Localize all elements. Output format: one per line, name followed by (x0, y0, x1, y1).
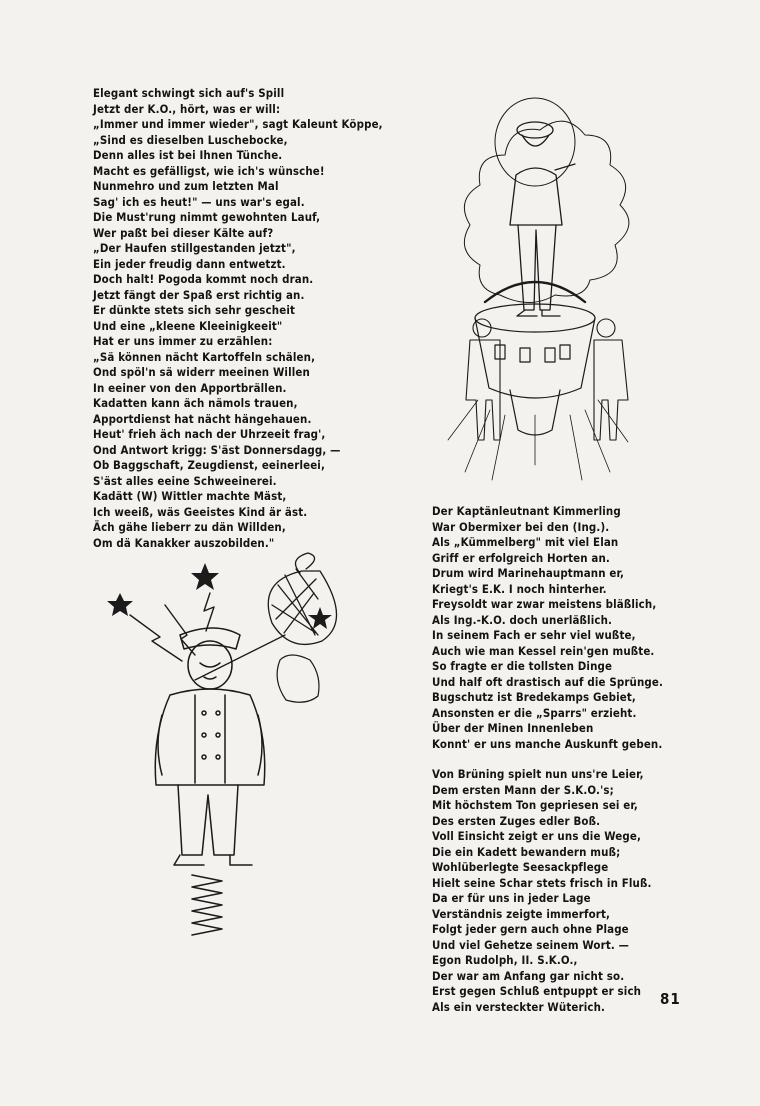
poem-line: Er dünkte stets sich sehr gescheit (93, 303, 296, 317)
poem-line: Folgt jeder gern auch ohne Plage (432, 922, 629, 936)
poem-line: Bugschutz ist Bredekamps Gebiet, (432, 690, 636, 704)
page-number: 81 (660, 990, 681, 1008)
poem-line: Kriegt's E.K. I noch hinterher. (432, 581, 607, 596)
illustration-officer-with-net (100, 545, 360, 975)
poem-line: Denn alles ist bei Ihnen Tünche. (93, 148, 283, 162)
glow-cloud (464, 121, 629, 302)
poem-line: Sag' ich es heut!" — uns war's egal. (93, 194, 305, 209)
poem-line: Äch gähe lieberr zu dän Willden, (93, 520, 286, 534)
splash-mark (277, 655, 319, 702)
poem-line: Heut' frieh äch nach der Uhrzeeit frag', (93, 427, 326, 441)
poem-line: Om dä Kanakker auszobilden." (93, 535, 275, 550)
poem-line: Als „Kümmelberg" mit viel Elan (432, 535, 619, 549)
lightning-lines (130, 593, 214, 661)
poem-line: Und half oft drastisch auf die Sprünge. (432, 674, 664, 689)
poem-line: Hat er uns immer zu erzählen: (93, 334, 273, 348)
stanza-gap (432, 752, 663, 767)
poem-line: Nunmehro und zum letzten Mal (93, 179, 279, 193)
poem-line: Die ein Kadett bewandern muß; (432, 844, 621, 859)
poem-line: Jetzt der K.O., hört, was er will: (93, 101, 281, 116)
halo (495, 98, 575, 186)
poem-line: Erst gegen Schluß entpuppt er sich (432, 984, 642, 998)
poem-line: „Der Haufen stillgestanden jetzt", (93, 241, 296, 255)
poem-line: Hielt seine Schar stets frisch in Fluß. (432, 875, 652, 890)
officer-figure (510, 122, 575, 316)
poem-line: Da er für uns in jeder Lage (432, 891, 591, 905)
poem-line: Von Brüning spielt nun uns're Leier, (432, 767, 644, 781)
poem-line: Ansonsten er die „Sparrs" erzieht. (432, 705, 637, 720)
poem-line: Als ein versteckter Wüterich. (432, 999, 606, 1014)
poem-left-column (93, 86, 383, 551)
poem-line: Drum wird Marinehauptmann er, (432, 566, 625, 580)
poem-line: Des ersten Zuges edler Boß. (432, 813, 601, 828)
poem-line: Wohlüberlegte Seesackpflege (432, 860, 609, 874)
poem-line: Der Kaptänleutnant Kimmerling (432, 504, 621, 518)
poem-line: Als Ing.-K.O. doch unerläßlich. (432, 612, 613, 627)
poem-line: War Obermixer bei den (Ing.). (432, 519, 610, 534)
poem-line: „Sä können nächt Kartoffeln schälen, (93, 349, 316, 364)
poem-line: Jetzt fängt der Spaß erst richtig an. (93, 287, 305, 302)
poem-line: In eeiner von den Apportbrällen. (93, 380, 287, 395)
poem-line: Und viel Gehetze seinem Wort. — (432, 937, 630, 952)
poem-line: Ond spöl'n sä widerr meeinen Willen (93, 365, 310, 379)
poem-line: Freysoldt war zwar meistens bläßlich, (432, 597, 657, 611)
poem-line: Die Must'rung nimmt gewohnten Lauf, (93, 210, 321, 224)
illustration-officer-on-capstan (430, 80, 645, 485)
poem-line: So fragte er die tollsten Dinge (432, 659, 613, 673)
poem-line: Der war am Anfang gar nicht so. (432, 968, 625, 983)
officer-caricature (155, 628, 264, 865)
spring-coil (192, 875, 222, 935)
poem-line: „Sind es dieselben Luschebocke, (93, 132, 288, 147)
poem-right-column (432, 504, 663, 1015)
poem-line: „Immer und immer wieder", sagt Kaleunt Köppe, (93, 117, 383, 131)
poem-line: Verständnis zeigte immerfort, (432, 906, 611, 921)
poem-line: Egon Rudolph, II. S.K.O., (432, 953, 578, 967)
poem-line: Doch halt! Pogoda kommt noch dran. (93, 272, 314, 286)
poem-line: Voll Einsicht zeigt er uns die Wege, (432, 829, 642, 843)
poem-line: Über der Minen Innenleben (432, 721, 594, 735)
poem-line: Wer paßt bei dieser Kälte auf? (93, 225, 274, 240)
poem-line: Apportdienst hat nächt hängehauen. (93, 411, 312, 426)
poem-line: Konnt' er uns manche Auskunft geben. (432, 736, 663, 751)
poem-line: Ond Antwort krigg: S'äst Donnersdagg, — (93, 442, 341, 457)
poem-line: Auch wie man Kessel rein'gen mußte. (432, 643, 655, 658)
poem-line: Und eine „kleene Kleeinigkeeit" (93, 318, 283, 333)
sailors (466, 319, 628, 440)
poem-line: Mit höchstem Ton gepriesen sei er, (432, 798, 638, 812)
poem-line: Ein jeder freudig dann entwetzt. (93, 256, 286, 271)
poem-line: Kadatten kann äch nämols trauen, (93, 396, 298, 410)
poem-line: Dem ersten Mann der S.K.O.'s; (432, 782, 614, 797)
poem-line: Griff er erfolgreich Horten an. (432, 550, 610, 565)
poem-line: Kadätt (W) Wittler machte Mäst, (93, 489, 287, 503)
poem-line: S'äst alles eeine Schweeinerei. (93, 473, 277, 488)
poem-line: Ob Baggschaft, Zeugdienst, eeinerleei, (93, 458, 326, 472)
poem-line: Elegant schwingt sich auf's Spill (93, 86, 285, 100)
poem-line: Macht es gefälligst, wie ich's wünsche! (93, 163, 325, 178)
poem-line: Ich weeiß, wäs Geeistes Kind är äst. (93, 504, 308, 519)
poem-line: In seinem Fach er sehr viel wußte, (432, 628, 636, 642)
